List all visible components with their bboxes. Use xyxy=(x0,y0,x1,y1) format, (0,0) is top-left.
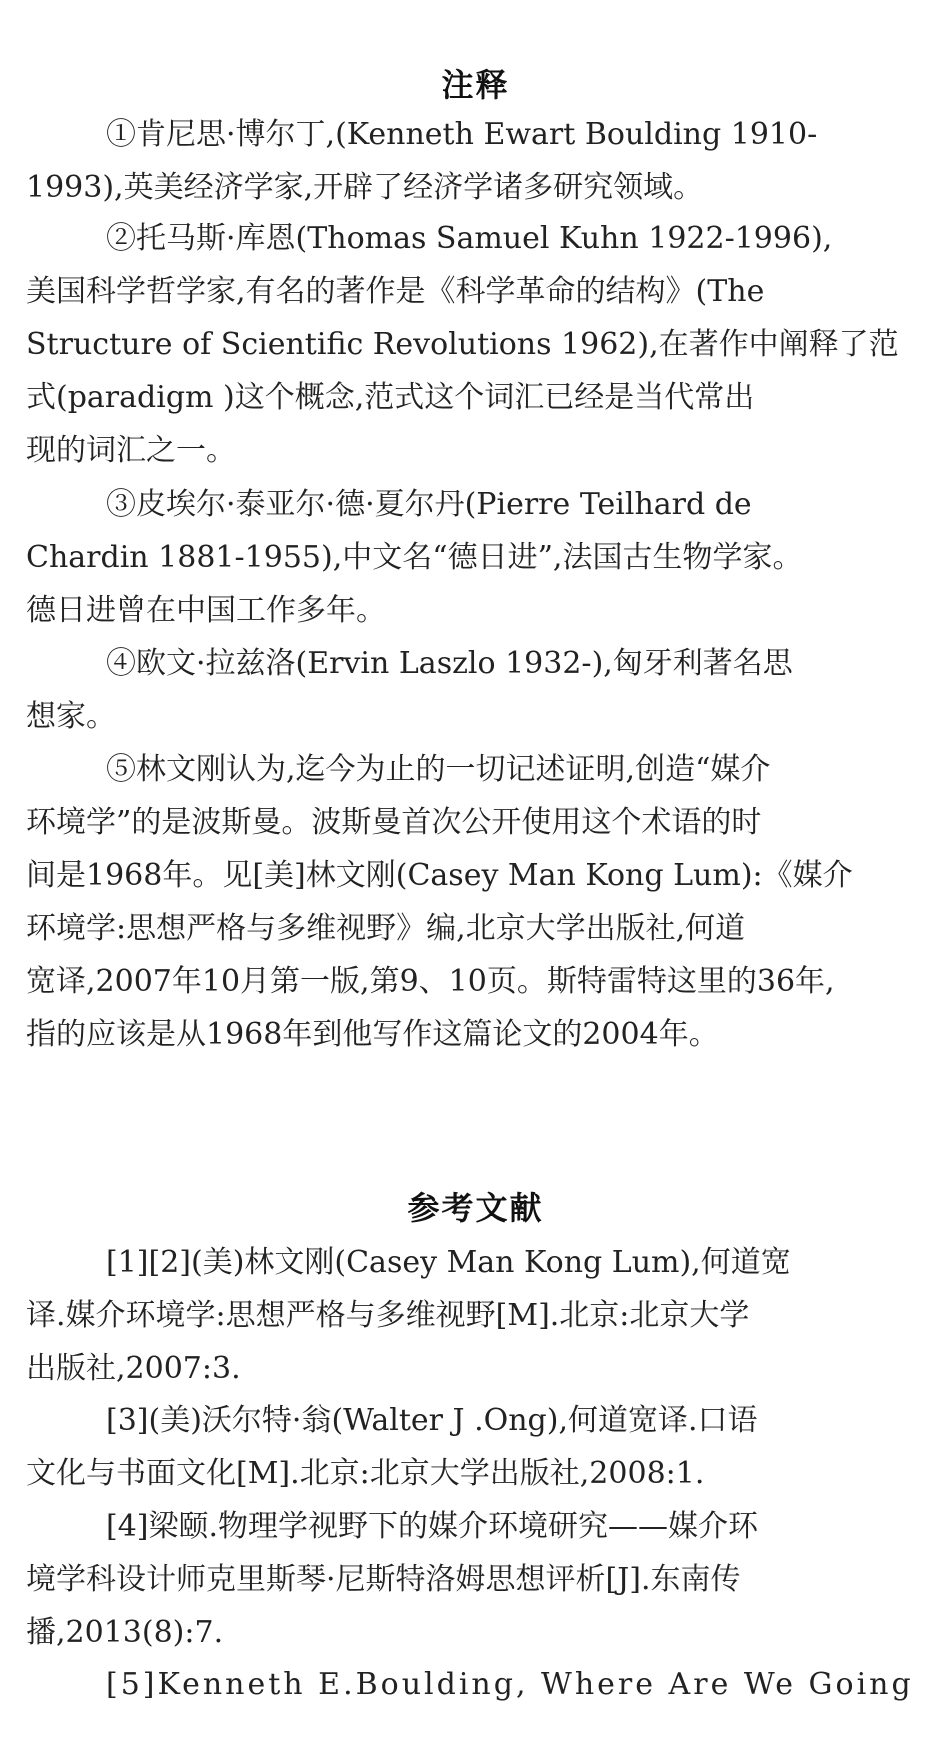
note-5 xyxy=(26,743,926,1061)
note-5-line-5: 宽译,2007年10月第一版,第9、10页。斯特雷特这里的36年, xyxy=(26,964,835,999)
reference-2 xyxy=(26,1394,926,1500)
note-1-line-1: ①肯尼思·博尔丁,(Kenneth Ewart Boulding 1910- xyxy=(106,117,818,152)
reference-3-line-2: 境学科设计师克里斯琴·尼斯特洛姆思想评析[J].东南传 xyxy=(26,1562,741,1597)
note-2-line-5: 现的词汇之一。 xyxy=(26,433,236,468)
note-5-line-6: 指的应该是从1968年到他写作这篇论文的2004年。 xyxy=(26,1017,719,1052)
reference-1-line-1: [1][2](美)林文刚(Casey Man Kong Lum),何道宽 xyxy=(106,1245,791,1280)
reference-1 xyxy=(26,1236,926,1395)
note-5-line-2: 环境学”的是波斯曼。波斯曼首次公开使用这个术语的时 xyxy=(26,805,762,840)
reference-1-line-3: 出版社,2007:3. xyxy=(26,1351,241,1386)
reference-2-line-1: [3](美)沃尔特·翁(Walter J .Ong),何道宽译.口语 xyxy=(106,1403,758,1438)
note-2 xyxy=(26,212,926,477)
note-5-line-3: 间是1968年。见[美]林文刚(Casey Man Kong Lum):《媒介 xyxy=(26,858,853,893)
reference-1-line-2: 译.媒介环境学:思想严格与多维视野[M].北京:北京大学 xyxy=(26,1298,750,1333)
note-1 xyxy=(26,108,926,214)
note-3-line-3: 德日进曾在中国工作多年。 xyxy=(26,593,386,628)
note-5-line-4: 环境学:思想严格与多维视野》编,北京大学出版社,何道 xyxy=(26,911,746,946)
note-2-line-2: 美国科学哲学家,有名的著作是《科学革命的结构》(The xyxy=(26,274,765,309)
note-4-line-2: 想家。 xyxy=(26,699,116,734)
reference-2-line-2: 文化与书面文化[M].北京:北京大学出版社,2008:1. xyxy=(26,1456,705,1491)
reference-3-line-1: [4]梁颐.物理学视野下的媒介环境研究——媒介环 xyxy=(106,1509,759,1544)
note-2-line-3: Structure of Scientific Revolutions 1962),在著作中阐释了范 xyxy=(26,327,899,362)
reference-3 xyxy=(26,1500,926,1659)
note-3 xyxy=(26,478,926,637)
reference-3-line-3: 播,2013(8):7. xyxy=(26,1615,224,1650)
note-3-line-1: ③皮埃尔·泰亚尔·德·夏尔丹(Pierre Teilhard de xyxy=(106,487,752,522)
note-2-line-4: 式(paradigm )这个概念,范式这个词汇已经是当代常出 xyxy=(26,380,755,415)
note-4 xyxy=(26,637,926,743)
reference-4-line-1: [5]Kenneth E.Boulding, Where Are We Going xyxy=(106,1667,914,1702)
note-1-line-2: 1993),英美经济学家,开辟了经济学诸多研究领域。 xyxy=(26,170,704,205)
notes-heading: 注释 xyxy=(441,66,510,104)
note-4-line-1: ④欧文·拉兹洛(Ervin Laszlo 1932-),匈牙利著名思 xyxy=(106,646,793,681)
note-3-line-2: Chardin 1881-1955),中文名“德日进”,法国古生物学家。 xyxy=(26,540,803,575)
references-heading: 参考文献 xyxy=(407,1189,544,1227)
note-5-line-1: ⑤林文刚认为,迄今为止的一切记述证明,创造“媒介 xyxy=(106,752,771,787)
reference-4 xyxy=(26,1658,926,1711)
note-2-line-1: ②托马斯·库恩(Thomas Samuel Kuhn 1922-1996), xyxy=(106,221,833,256)
